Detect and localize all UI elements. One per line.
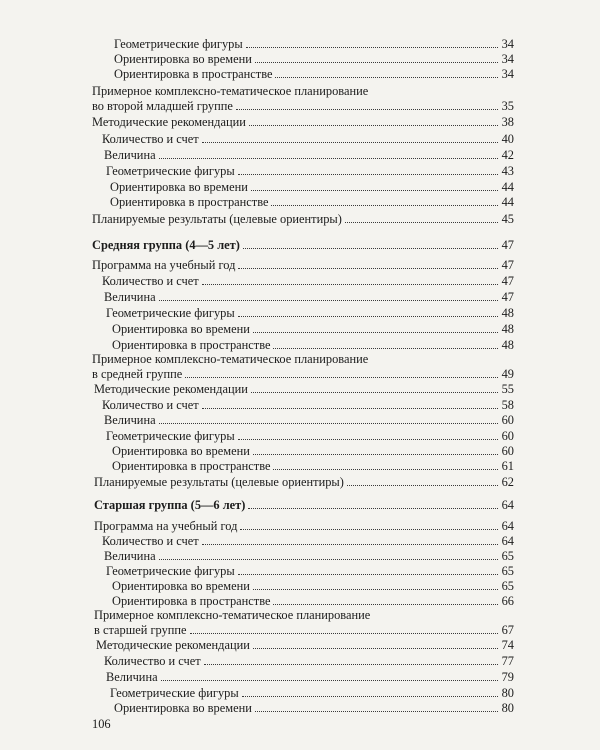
toc-entry (114, 36, 514, 51)
dot-leader (202, 544, 498, 545)
toc-entry (102, 131, 514, 146)
toc-entry (92, 366, 514, 381)
dot-leader (238, 174, 498, 175)
toc-entry (94, 518, 514, 533)
toc-entry (94, 381, 514, 396)
toc-page-number: 64 (501, 534, 514, 548)
toc-page-number: 64 (501, 498, 514, 512)
toc-label: Геометрические фигуры (106, 564, 235, 578)
toc-page-number: 34 (501, 67, 514, 81)
dot-leader (238, 439, 498, 440)
toc-page-number: 67 (501, 623, 514, 637)
toc-page-number: 62 (501, 475, 514, 489)
toc-label: Величина (104, 290, 156, 304)
toc-page-number: 47 (501, 274, 514, 288)
dot-leader (253, 589, 498, 590)
toc-page-number: 65 (501, 564, 514, 578)
toc-label: Величина (104, 148, 156, 162)
toc-label: Ориентировка в пространстве (112, 594, 271, 608)
toc-page-number: 64 (501, 519, 514, 533)
dot-leader (253, 648, 498, 649)
toc-label: Методические рекомендации (92, 115, 246, 129)
toc-page-number: 55 (501, 382, 514, 396)
dot-leader (347, 485, 498, 486)
toc-label: Количество и счет (102, 274, 199, 288)
toc-label: Ориентировка в пространстве (112, 459, 271, 473)
toc-page-number: 61 (501, 459, 514, 473)
toc-page-number: 79 (501, 670, 514, 684)
toc-section-heading (94, 497, 514, 512)
toc-label: Ориентировка в пространстве (112, 338, 271, 352)
dot-leader (255, 62, 498, 63)
toc-label: Ориентировка во времени (114, 701, 252, 715)
dot-leader (202, 142, 498, 143)
dot-leader (161, 680, 498, 681)
toc-entry (94, 474, 514, 489)
toc-label: Ориентировка во времени (112, 322, 250, 336)
toc-label: Величина (104, 549, 156, 563)
toc-entry (92, 98, 514, 113)
toc-entry (104, 289, 514, 304)
dot-leader (202, 408, 498, 409)
toc-page-number: 48 (501, 338, 514, 352)
dot-leader (251, 190, 498, 191)
toc-entry (104, 548, 514, 563)
toc-entry (110, 194, 514, 209)
dot-leader (243, 248, 498, 249)
toc-page-number: 35 (501, 99, 514, 113)
toc-entry (104, 412, 514, 427)
toc-label: Программа на учебный год (92, 258, 236, 272)
toc-entry (106, 669, 514, 684)
page-folio: 106 (92, 717, 111, 731)
toc-label: Ориентировка во времени (114, 52, 252, 66)
toc-page-number: 44 (501, 180, 514, 194)
toc-label: Планируемые результаты (целевые ориентиры) (92, 212, 342, 226)
toc-page-number: 42 (501, 148, 514, 162)
toc-page-number: 74 (501, 638, 514, 652)
toc-page-number: 58 (501, 398, 514, 412)
toc-entry (114, 51, 514, 66)
toc-label: Ориентировка во времени (112, 579, 250, 593)
dot-leader (248, 508, 498, 509)
dot-leader (249, 125, 498, 126)
toc-entry (92, 211, 514, 226)
toc-entry (110, 179, 514, 194)
toc-label-line1: Примерное комплексно-тематическое планирование (92, 84, 369, 98)
toc-label: Программа на учебный год (94, 519, 238, 533)
toc-label: Методические рекомендации (94, 382, 248, 396)
toc-label: Количество и счет (102, 534, 199, 548)
dot-leader (251, 392, 498, 393)
dot-leader (273, 469, 498, 470)
toc-label: Количество и счет (104, 654, 201, 668)
toc-label: Планируемые результаты (целевые ориентиры) (94, 475, 344, 489)
toc-page-number: 47 (501, 238, 514, 252)
toc-label: Ориентировка в пространстве (114, 67, 273, 81)
toc-entry (96, 637, 514, 652)
toc-entry (112, 578, 514, 593)
toc-label-line1: Примерное комплексно-тематическое планирование (92, 352, 369, 366)
toc-page-number: 34 (501, 37, 514, 51)
toc-entry (112, 458, 514, 473)
toc-page-number: 49 (501, 367, 514, 381)
toc-label: Величина (106, 670, 158, 684)
toc-page-number: 47 (501, 258, 514, 272)
toc-page-number: 60 (501, 429, 514, 443)
toc-entry (110, 685, 514, 700)
dot-leader (253, 454, 498, 455)
toc-page-number: 80 (501, 701, 514, 715)
toc-label: Геометрические фигуры (110, 686, 239, 700)
dot-leader (236, 109, 498, 110)
toc-entry (112, 443, 514, 458)
toc-page-number: 60 (501, 413, 514, 427)
dot-leader (275, 77, 498, 78)
toc-entry (102, 533, 514, 548)
dot-leader (273, 348, 498, 349)
dot-leader (190, 633, 498, 634)
toc-entry (104, 653, 514, 668)
toc-entry (106, 428, 514, 443)
toc-page-number: 77 (501, 654, 514, 668)
toc-entry (102, 273, 514, 288)
toc-entry (92, 257, 514, 272)
toc-page-number: 38 (501, 115, 514, 129)
toc-entry (102, 397, 514, 412)
dot-leader (253, 332, 498, 333)
toc-page-number: 47 (501, 290, 514, 304)
toc-label: Старшая группа (5—6 лет) (94, 498, 246, 512)
toc-label: Ориентировка в пространстве (110, 195, 269, 209)
toc-entry (104, 147, 514, 162)
dot-leader (202, 284, 498, 285)
dot-leader (246, 47, 498, 48)
dot-leader (271, 205, 498, 206)
toc-entry (106, 163, 514, 178)
toc-section-heading (92, 237, 514, 252)
toc-page-number: 48 (501, 322, 514, 336)
toc-page-number: 80 (501, 686, 514, 700)
toc-label: Средняя группа (4—5 лет) (92, 238, 240, 252)
toc-label: Количество и счет (102, 398, 199, 412)
toc-page-number: 34 (501, 52, 514, 66)
dot-leader (159, 559, 498, 560)
toc-page-number: 40 (501, 132, 514, 146)
toc-label: Ориентировка во времени (112, 444, 250, 458)
dot-leader (159, 423, 498, 424)
toc-label: Геометрические фигуры (106, 164, 235, 178)
toc-entry (94, 622, 514, 637)
dot-leader (238, 316, 498, 317)
toc-entry (106, 563, 514, 578)
toc-label: Величина (104, 413, 156, 427)
toc-page-number: 48 (501, 306, 514, 320)
toc-entry (112, 337, 514, 352)
toc-entry (112, 321, 514, 336)
toc-page-number: 45 (501, 212, 514, 226)
toc-page-number: 60 (501, 444, 514, 458)
toc-label: в средней группе (92, 367, 183, 381)
dot-leader (238, 574, 498, 575)
toc-page-number: 65 (501, 549, 514, 563)
dot-leader (159, 300, 498, 301)
dot-leader (273, 604, 498, 605)
toc-entry (114, 700, 514, 715)
toc-label: Ориентировка во времени (110, 180, 248, 194)
dot-leader (185, 377, 498, 378)
dot-leader (204, 664, 498, 665)
dot-leader (255, 711, 498, 712)
toc-label: Количество и счет (102, 132, 199, 146)
toc-label: Методические рекомендации (96, 638, 250, 652)
toc-label: Геометрические фигуры (106, 306, 235, 320)
dot-leader (242, 696, 498, 697)
toc-entry (114, 66, 514, 81)
toc-label: во второй младшей группе (92, 99, 233, 113)
toc-label: Геометрические фигуры (106, 429, 235, 443)
toc-entry (112, 593, 514, 608)
toc-page-number: 66 (501, 594, 514, 608)
toc-page-number: 43 (501, 164, 514, 178)
dot-leader (159, 158, 498, 159)
toc-entry (106, 305, 514, 320)
toc-entry (92, 114, 514, 129)
toc-label: в старшей группе (94, 623, 187, 637)
dot-leader (240, 529, 498, 530)
toc-label: Геометрические фигуры (114, 37, 243, 51)
toc-label-line1: Примерное комплексно-тематическое планирование (94, 608, 371, 622)
dot-leader (238, 268, 498, 269)
toc-page-number: 65 (501, 579, 514, 593)
dot-leader (345, 222, 498, 223)
toc-page-number: 44 (501, 195, 514, 209)
